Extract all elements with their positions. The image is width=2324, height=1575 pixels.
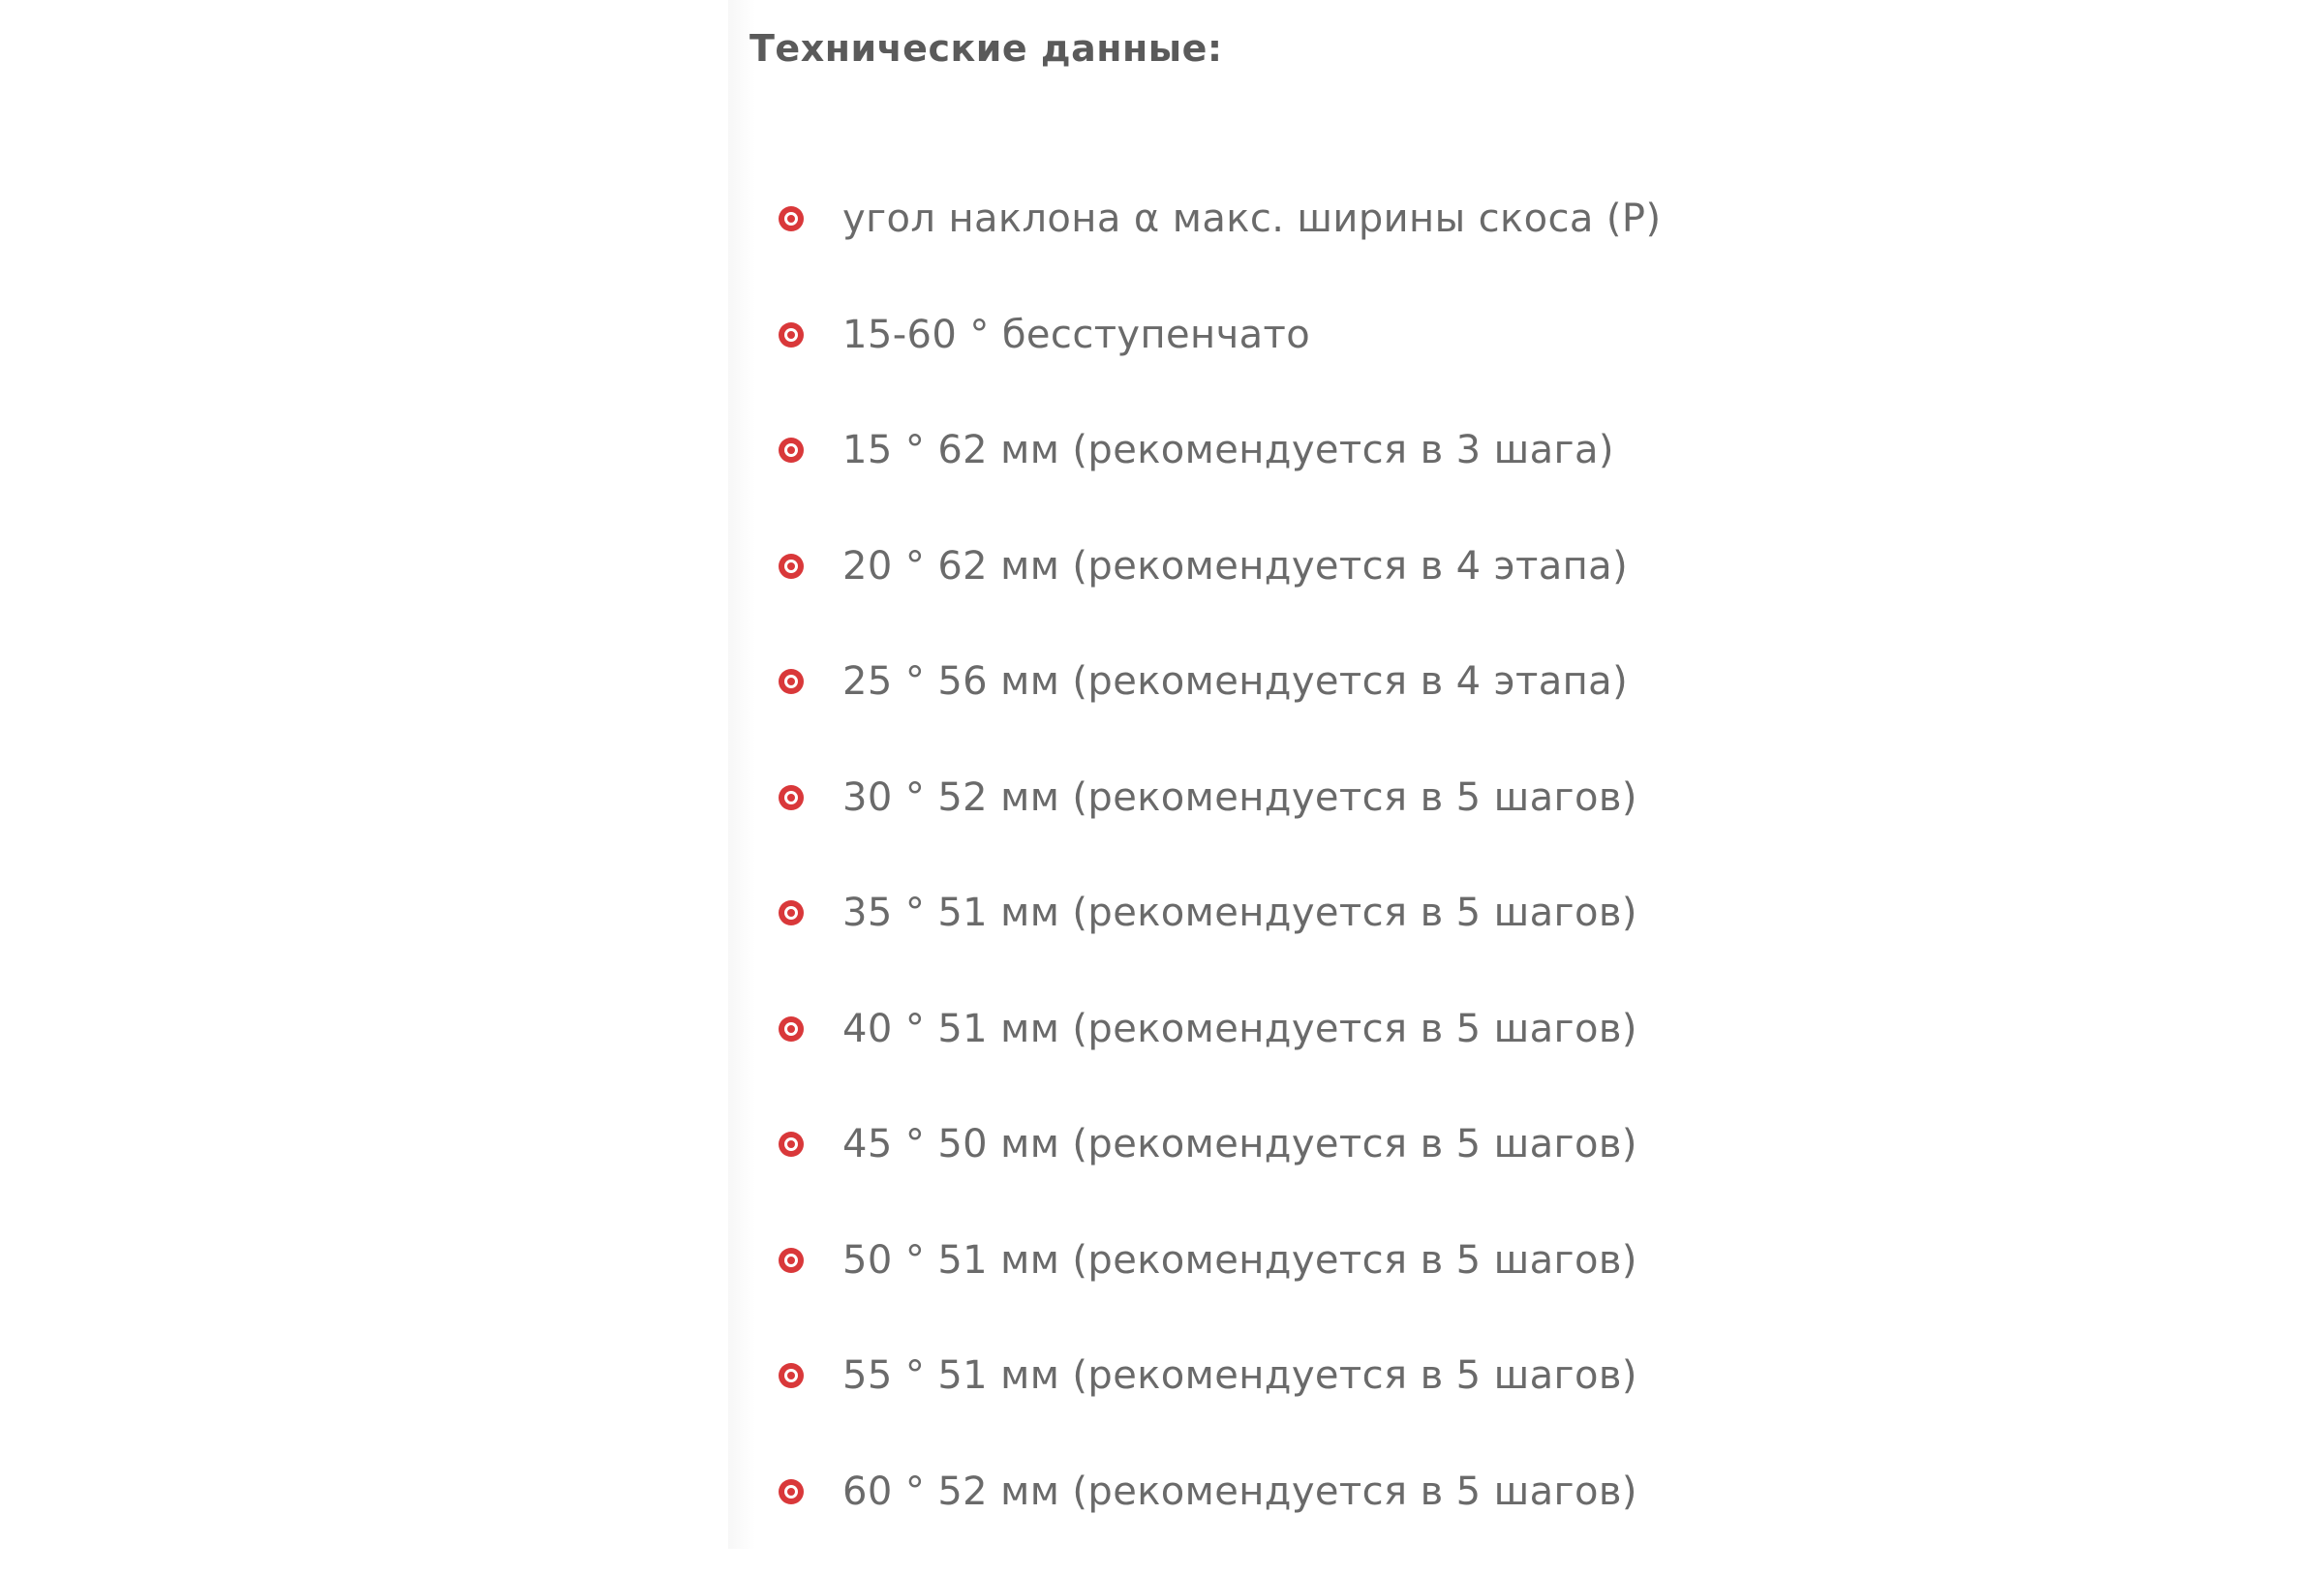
- spec-item-text: 25 ° 56 мм (рекомендуется в 4 этапа): [842, 650, 1628, 713]
- spec-list-item: [777, 1228, 1661, 1345]
- red-ring-bullet-icon: [777, 783, 806, 812]
- spec-list-item: [777, 1112, 1661, 1228]
- red-ring-bullet-icon: [777, 1477, 806, 1506]
- spec-item-text: 60 ° 52 мм (рекомендуется в 5 шагов): [842, 1460, 1637, 1524]
- spec-item-text: 40 ° 51 мм (рекомендуется в 5 шагов): [842, 997, 1637, 1061]
- spec-item-text: 15-60 ° бесступенчато: [842, 303, 1310, 367]
- red-ring-bullet-icon: [777, 1130, 806, 1159]
- spec-list-item: [777, 766, 1661, 882]
- red-ring-bullet-icon: [777, 204, 806, 233]
- spec-item-text: 30 ° 52 мм (рекомендуется в 5 шагов): [842, 766, 1637, 830]
- red-ring-bullet-icon: [777, 1361, 806, 1390]
- red-ring-bullet-icon: [777, 552, 806, 581]
- technical-specs-list: [777, 187, 1661, 1575]
- spec-list-item: [777, 187, 1661, 303]
- spec-list-item: [777, 650, 1661, 766]
- spec-list-item: [777, 1460, 1661, 1575]
- spec-item-text: 55 ° 51 мм (рекомендуется в 5 шагов): [842, 1344, 1637, 1408]
- red-ring-bullet-icon: [777, 898, 806, 927]
- spec-list-item: [777, 418, 1661, 534]
- spec-item-text: угол наклона α макс. ширины скоса (P): [842, 187, 1661, 251]
- spec-item-text: 15 ° 62 мм (рекомендуется в 3 шага): [842, 418, 1614, 482]
- red-ring-bullet-icon: [777, 436, 806, 465]
- red-ring-bullet-icon: [777, 1015, 806, 1044]
- red-ring-bullet-icon: [777, 1246, 806, 1275]
- spec-item-text: 50 ° 51 мм (рекомендуется в 5 шагов): [842, 1228, 1637, 1292]
- spec-item-text: 20 ° 62 мм (рекомендуется в 4 этапа): [842, 534, 1628, 598]
- spec-list-item: [777, 534, 1661, 651]
- section-heading: Технические данные:: [749, 27, 1223, 70]
- spec-list-item: [777, 1344, 1661, 1460]
- spec-list-item: [777, 997, 1661, 1113]
- red-ring-bullet-icon: [777, 667, 806, 696]
- spec-list-item: [777, 303, 1661, 419]
- red-ring-bullet-icon: [777, 320, 806, 349]
- spec-item-text: 35 ° 51 мм (рекомендуется в 5 шагов): [842, 881, 1637, 945]
- spec-list-item: [777, 881, 1661, 997]
- spec-item-text: 45 ° 50 мм (рекомендуется в 5 шагов): [842, 1112, 1637, 1176]
